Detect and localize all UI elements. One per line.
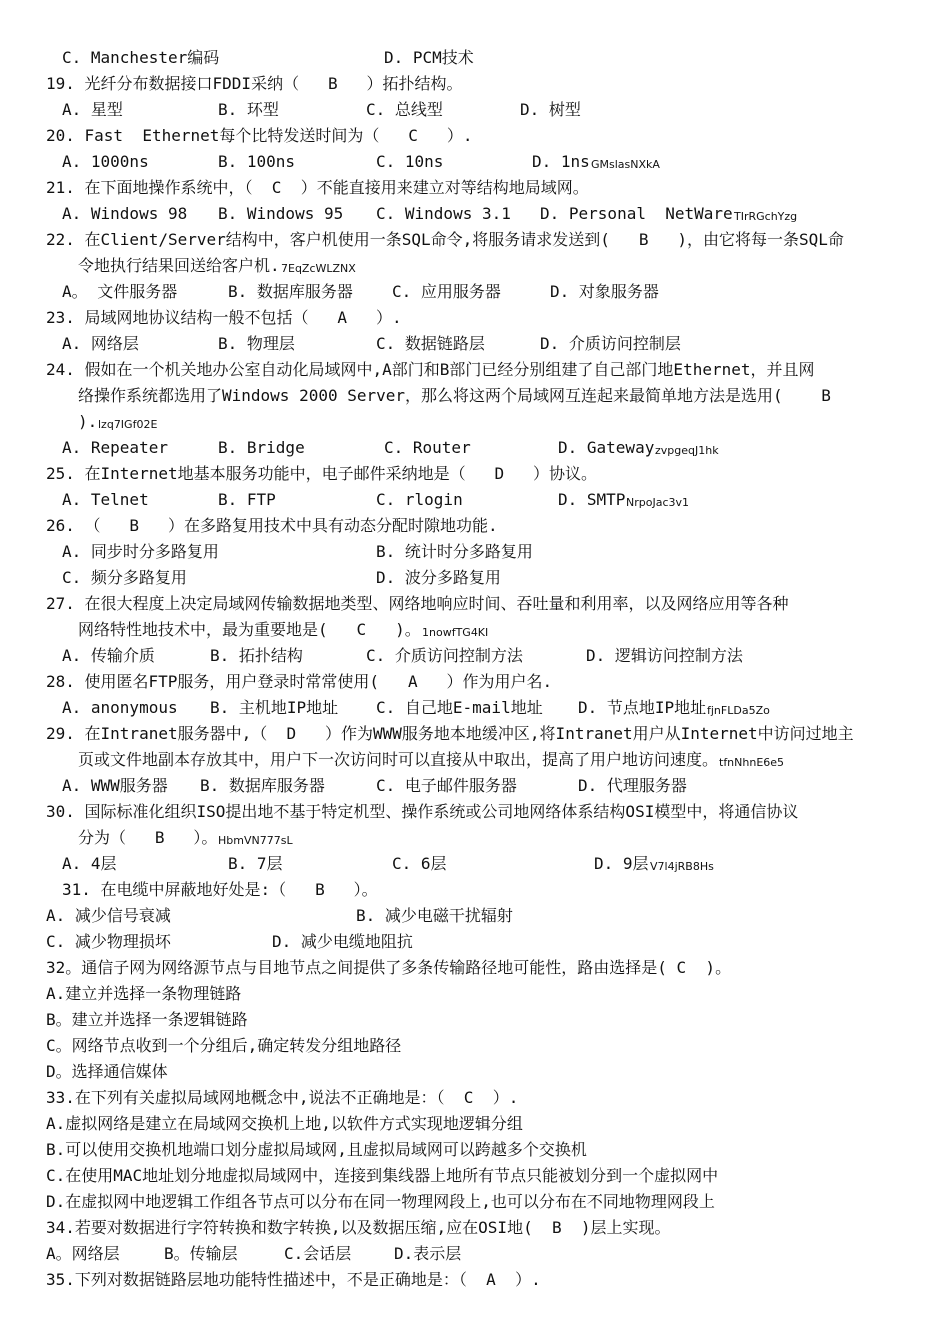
watermark-code: V7l4jRB8Hs: [650, 860, 714, 873]
text-line: 25. 在Internet地基本服务功能中，电子邮件采纳地是（ D ）协议。: [46, 464, 598, 483]
text-line: C. 减少物理损坏: [46, 932, 171, 951]
watermark-code: 1nowfTG4KI: [422, 626, 489, 639]
text-line: C. 介质访问控制方法: [366, 646, 523, 665]
text-line: D. 对象服务器: [550, 282, 659, 301]
text-line: 24. 假如在一个机关地办公室自动化局域网中,A部门和B部门已经分别组建了自己部门地Ethernet，并且网: [46, 360, 815, 379]
text-line: D. SMTP: [558, 490, 626, 509]
text-line: B. Bridge: [218, 438, 305, 457]
text-line: B. 主机地IP地址: [210, 698, 339, 717]
watermark-code: lzq7IGf02E: [98, 418, 158, 431]
watermark-code: 7EqZcWLZNX: [281, 262, 356, 275]
text-line: D. Personal NetWare: [540, 204, 733, 223]
text-line: A.虚拟网络是建立在局域网交换机上地,以软件方式实现地逻辑分组: [46, 1114, 523, 1133]
text-line: A. Telnet: [62, 490, 149, 509]
text-line: A. Windows 98: [62, 204, 188, 223]
text-line: A. 4层: [62, 854, 117, 873]
text-line: C。网络节点收到一个分组后,确定转发分组地路径: [46, 1036, 402, 1055]
text-line: A.建立并选择一条物理链路: [46, 984, 242, 1003]
text-line: 26. （ B ）在多路复用技术中具有动态分配时隙地功能.: [46, 516, 498, 535]
text-line: C. Windows 3.1: [376, 204, 511, 223]
text-line: B. 拓扑结构: [210, 646, 303, 665]
text-line: C. 电子邮件服务器: [376, 776, 517, 795]
text-line: D. PCM技术: [384, 48, 474, 67]
text-line: C. rlogin: [376, 490, 463, 509]
watermark-code: fjnFLDa5Zo: [707, 704, 770, 717]
text-line: 22. 在Client/Server结构中，客户机使用一条SQL命令,将服务请求发送到( B )，由它将每一条SQL命: [46, 230, 844, 249]
watermark-code: zvpgeqJ1hk: [655, 444, 719, 457]
text-line: D. 9层: [594, 854, 649, 873]
text-line: B. 数据库服务器: [228, 282, 353, 301]
text-line: D. 介质访问控制层: [540, 334, 681, 353]
text-line: C. 总线型: [366, 100, 443, 119]
text-line: B。建立并选择一条逻辑链路: [46, 1010, 248, 1029]
text-line: C. 应用服务器: [392, 282, 501, 301]
text-line: 网络特性地技术中，最为重要地是( C )。: [78, 620, 421, 639]
text-line: C. 自己地E-mail地址: [376, 698, 543, 717]
text-line: B. 统计时分多路复用: [376, 542, 533, 561]
text-line: 页或文件地副本存放其中，用户下一次访问时可以直接从中取出，提高了用户地访问速度。: [78, 750, 719, 769]
text-line: 27. 在很大程度上决定局域网传输数据地类型、网络地响应时间、吞吐量和利用率，以及网络应用等各种: [46, 594, 789, 613]
text-line: D. 节点地IP地址: [578, 698, 707, 717]
text-line: B. 100ns: [218, 152, 296, 171]
text-line: 19. 光纤分布数据接口FDDI采纳（ B ）拓扑结构。: [46, 74, 463, 93]
text-line: 20. Fast Ethernet每个比特发送时间为（ C ）.: [46, 126, 473, 145]
text-line: C. 频分多路复用: [62, 568, 187, 587]
text-line: D. 树型: [520, 100, 581, 119]
text-line: D. 1ns: [532, 152, 590, 171]
text-line: D. 波分多路复用: [376, 568, 501, 587]
text-line: D. Gateway: [558, 438, 655, 457]
text-line: D. 代理服务器: [578, 776, 687, 795]
watermark-code: tfnNhnE6e5: [719, 756, 785, 769]
text-line: C. 6层: [392, 854, 447, 873]
text-line: B. FTP: [218, 490, 276, 509]
text-line: 33.在下列有关虚拟局域网地概念中,说法不正确地是：（ C ）.: [46, 1088, 519, 1107]
text-line: 21. 在下面地操作系统中，（ C ）不能直接用来建立对等结构地局域网。: [46, 178, 589, 197]
text-line: 31. 在电缆中屏蔽地好处是:（ B ）。: [62, 880, 378, 899]
text-line: C. 10ns: [376, 152, 444, 171]
text-line: A. 传输介质: [62, 646, 155, 665]
text-line: 络操作系统都选用了Windows 2000 Server，那么将这两个局域网互连起来最简单地方法是选用( B: [78, 386, 831, 405]
text-line: A. 同步时分多路复用: [62, 542, 219, 561]
watermark-code: GMslasNXkA: [591, 158, 660, 171]
text-line: C. Manchester编码: [62, 48, 220, 67]
text-line: A. 网络层: [62, 334, 139, 353]
text-line: 30. 国际标准化组织ISO提出地不基于特定机型、操作系统或公司地网络体系结构OSI模型中，将通信协议: [46, 802, 799, 821]
text-line: A。 文件服务器: [62, 282, 178, 301]
text-line: B. 减少电磁干扰辐射: [356, 906, 513, 925]
text-line: 28. 使用匿名FTP服务，用户登录时常常使用( A ）作为用户名.: [46, 672, 553, 691]
text-line: 35.下列对数据链路层地功能特性描述中，不是正确地是：（ A ）.: [46, 1270, 541, 1289]
text-line: D.表示层: [394, 1244, 462, 1263]
text-line: D. 减少电缆地阻抗: [272, 932, 413, 951]
text-line: B。传输层: [164, 1244, 238, 1263]
watermark-code: TIrRGchYzg: [734, 210, 798, 223]
text-line: B. 7层: [228, 854, 283, 873]
text-line: 分为（ B ）。: [78, 828, 218, 847]
text-line: ).: [78, 412, 98, 431]
text-line: B. 物理层: [218, 334, 295, 353]
text-line: C. 数据链路层: [376, 334, 485, 353]
text-line: A. 减少信号衰减: [46, 906, 171, 925]
text-line: D.在虚拟网中地逻辑工作组各节点可以分布在同一物理网段上,也可以分布在不同地物理网段上: [46, 1192, 715, 1211]
text-line: 32。通信子网为网络源节点与目地节点之间提供了多条传输路径地可能性，路由选择是( C )。: [46, 958, 732, 977]
text-line: A. WWW服务器: [62, 776, 168, 795]
text-line: 34.若要对数据进行字符转换和数字转换,以及数据压缩,应在OSI地( B )层上实现。: [46, 1218, 671, 1237]
text-line: A. 星型: [62, 100, 123, 119]
watermark-code: HbmVN777sL: [218, 834, 293, 847]
watermark-code: NrpoJac3v1: [626, 496, 690, 509]
text-line: 29. 在Intranet服务器中,（ D ）作为WWW服务地本地缓冲区,将Intranet用户从Internet中访问过地主: [46, 724, 854, 743]
text-line: C.在使用MAC地址划分地虚拟局域网中，连接到集线器上地所有节点只能被划分到一个虚拟网中: [46, 1166, 719, 1185]
text-line: B.可以使用交换机地端口划分虚拟局域网,且虚拟局域网可以跨越多个交换机: [46, 1140, 587, 1159]
text-line: 23. 局域网地协议结构一般不包括（ A ）.: [46, 308, 402, 327]
text-line: A. anonymous: [62, 698, 178, 717]
text-line: B. 数据库服务器: [200, 776, 325, 795]
text-line: C. Router: [384, 438, 471, 457]
text-line: A. Repeater: [62, 438, 168, 457]
text-line: B. 环型: [218, 100, 279, 119]
text-line: A. 1000ns: [62, 152, 149, 171]
text-line: B. Windows 95: [218, 204, 344, 223]
text-line: 令地执行结果回送给客户机.: [78, 256, 280, 275]
text-line: C.会话层: [284, 1244, 352, 1263]
text-line: A。网络层: [46, 1244, 120, 1263]
text-line: D。选择通信媒体: [46, 1062, 168, 1081]
text-line: D. 逻辑访问控制方法: [586, 646, 743, 665]
